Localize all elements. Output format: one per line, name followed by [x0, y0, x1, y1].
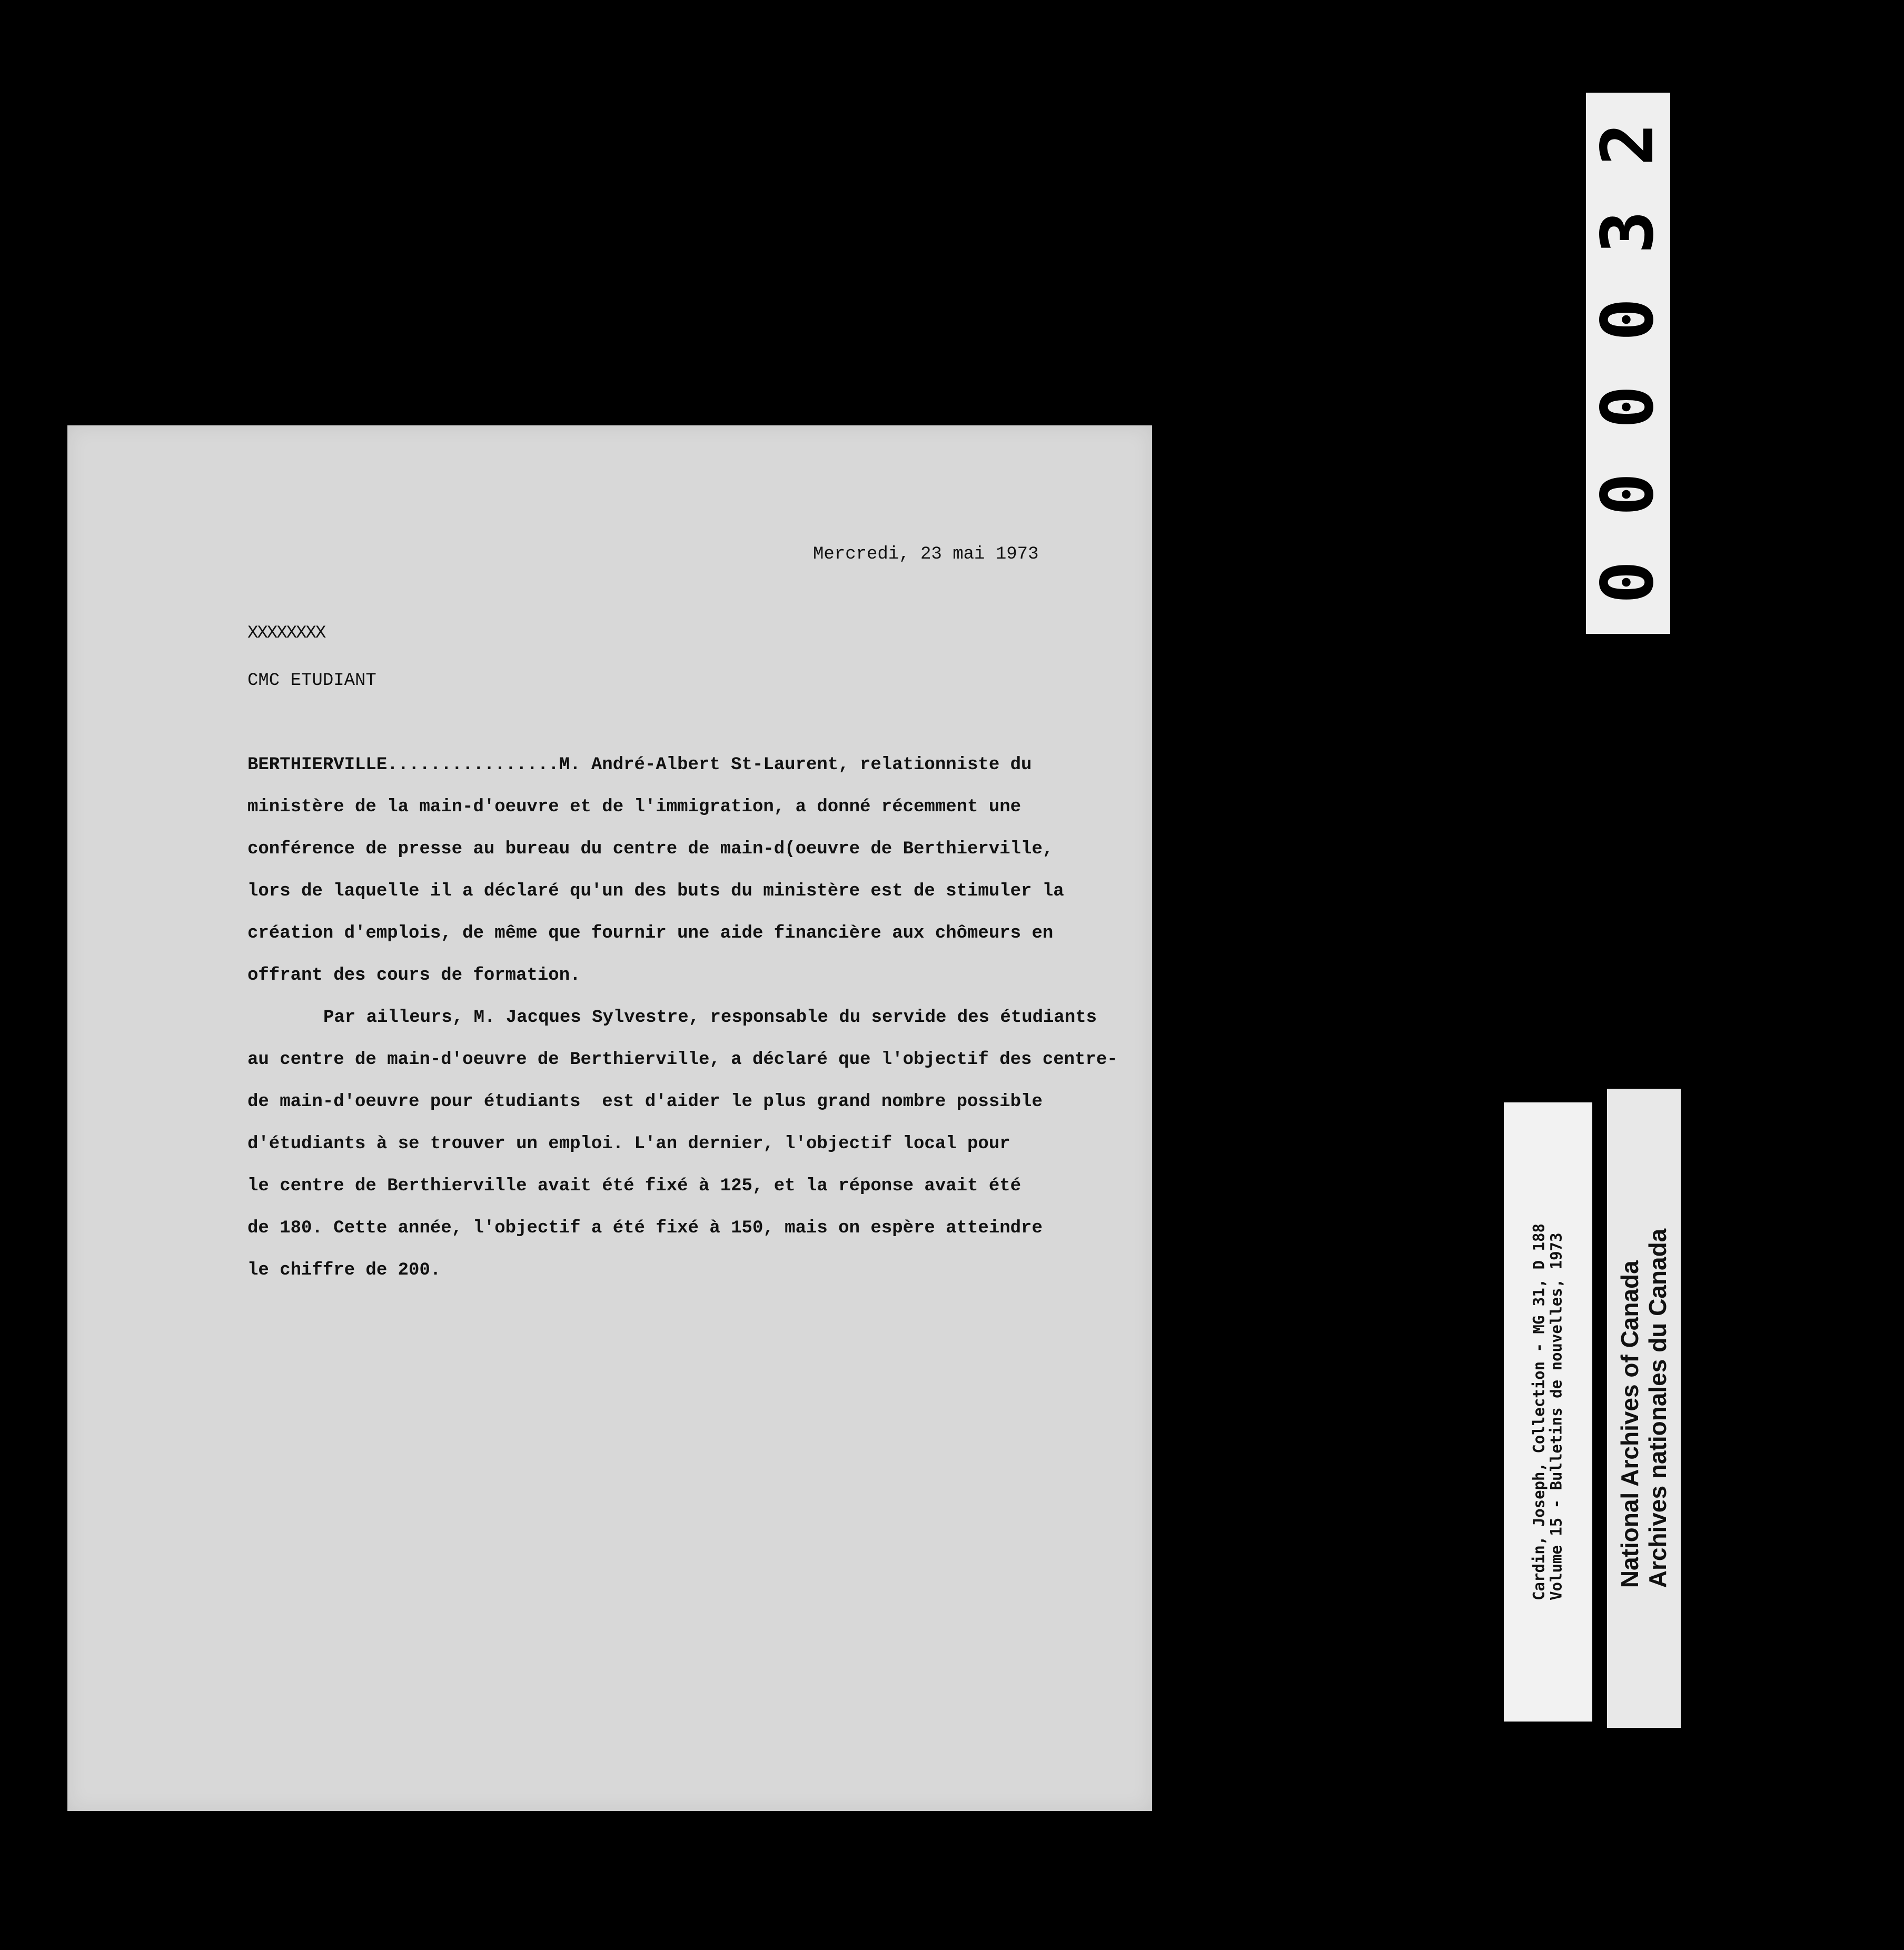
body-line: ministère de la main-d'oeuvre et de l'immigration, a donné récemment une	[247, 797, 1022, 817]
document-page	[67, 425, 1152, 1811]
body-line: offrant des cours de formation.	[247, 966, 581, 986]
document-date: Mercredi, 23 mai 1973	[813, 544, 1039, 564]
collection-label-line: Volume 15 - Bulletins de nouvelles, 1973	[1548, 1232, 1565, 1600]
body-line: d'étudiants à se trouver un emploi. L'an dernier, l'objectif local pour	[247, 1134, 1010, 1154]
reel-digit: 0	[1586, 385, 1670, 429]
body-line: de 180. Cette année, l'objectif a été fixé à 150, mais on espère atteindre	[247, 1218, 1043, 1238]
reel-digit: 0	[1586, 297, 1670, 341]
reel-number-strip	[1586, 93, 1670, 634]
struck-out-word: XXXXXXXX	[247, 623, 325, 643]
body-line: lors de laquelle il a déclaré qu'un des buts du ministère est de stimuler la	[247, 881, 1064, 901]
archives-label	[1607, 1089, 1681, 1728]
reel-digit: 3	[1586, 210, 1670, 254]
body-line: création d'emplois, de même que fournir une aide financière aux chômeurs en	[247, 923, 1054, 943]
reel-digit: 0	[1586, 473, 1670, 516]
body-line: BERTHIERVILLE................M. André-Albert St-Laurent, relationniste du	[247, 755, 1032, 775]
archives-label-line: Archives nationales du Canada	[1644, 1228, 1671, 1588]
collection-label-line: Cardin, Joseph, Collection - MG 31, D 188	[1530, 1223, 1548, 1600]
body-line: le centre de Berthierville avait été fixé à 125, et la réponse avait été	[247, 1176, 1022, 1196]
body-line: conférence de presse au bureau du centre de main-d(oeuvre de Berthierville,	[247, 839, 1054, 859]
body-line: Par ailleurs, M. Jacques Sylvestre, responsable du servide des étudiants	[323, 1008, 1097, 1028]
document-heading: CMC ETUDIANT	[247, 671, 376, 691]
body-line: au centre de main-d'oeuvre de Berthierville, a déclaré que l'objectif des centre-	[247, 1050, 1118, 1070]
reel-digit: 0	[1586, 560, 1670, 604]
body-line: de main-d'oeuvre pour étudiants est d'aider le plus grand nombre possible	[247, 1092, 1043, 1112]
body-line: le chiffre de 200.	[247, 1260, 441, 1280]
collection-label	[1504, 1102, 1592, 1722]
reel-digit: 2	[1586, 123, 1670, 166]
archives-label-line: National Archives of Canada	[1616, 1260, 1644, 1588]
